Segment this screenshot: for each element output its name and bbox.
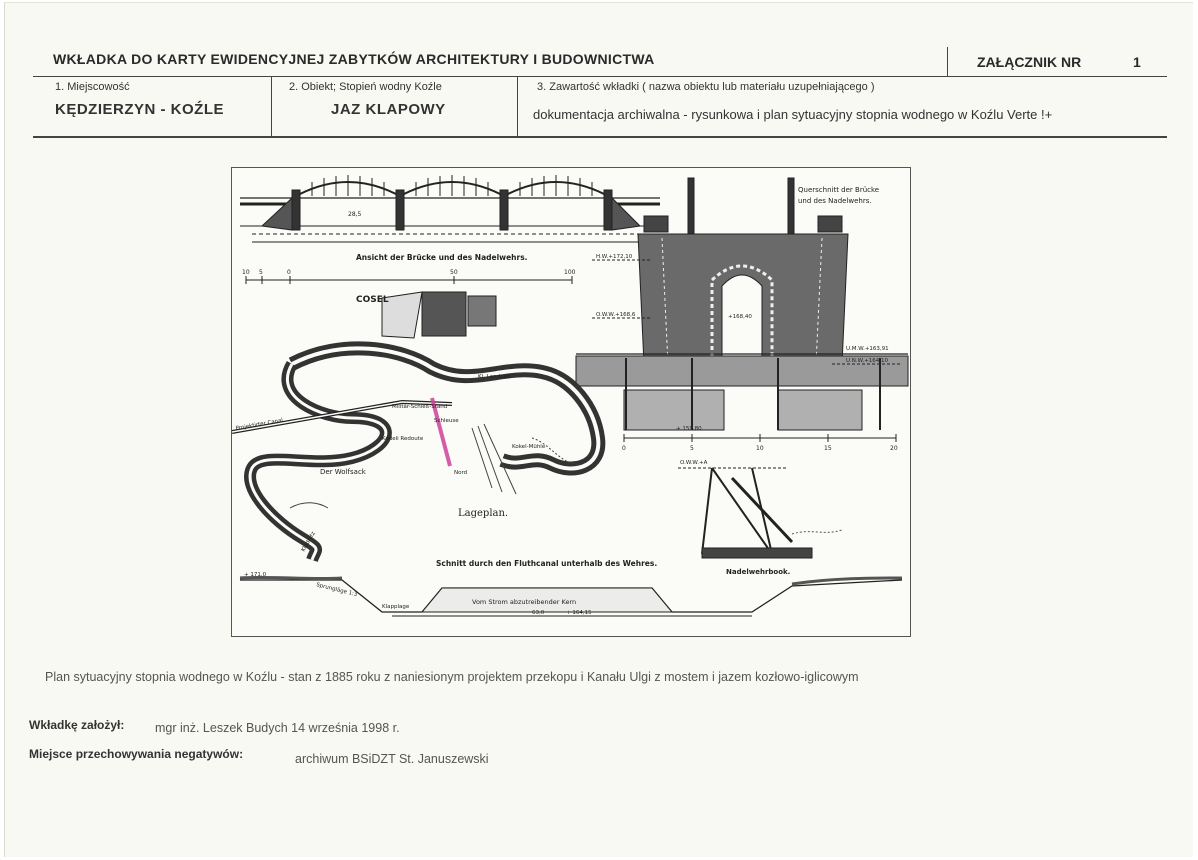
map-label: Der Wolfsack: [320, 468, 366, 476]
divider: [33, 136, 1167, 138]
span-label: 28,5: [348, 211, 362, 218]
cross-section-title: Querschnitt der Brücke: [798, 186, 880, 194]
plan-caption: Lageplan.: [458, 508, 509, 519]
cross-section-title: und des Nadelwehrs.: [798, 197, 872, 205]
map-town-label: COSEL: [356, 295, 389, 305]
scale-tick: 5: [259, 269, 263, 276]
scale-tick: 0: [287, 269, 291, 276]
archival-drawing: [231, 167, 911, 637]
scale-tick: 100: [564, 269, 576, 276]
locality-value: KĘDZIERZYN - KOŹLE: [55, 101, 224, 118]
map-label: Projektirter Canal: [235, 417, 284, 432]
storage-value: archiwum BSiDZT St. Januszewski: [295, 752, 489, 766]
scale-tick: 5: [690, 445, 694, 452]
scale-tick: 50: [450, 269, 458, 276]
figure-caption: Plan sytuacyjny stopnia wodnego w Koźlu - stan z 1885 roku z naniesionym projektem przekopu i Kanału Ulgi z mostem i jazem kozłowo-iglicowym: [45, 670, 859, 684]
map-label: Kodeli Redoute: [382, 436, 424, 442]
document-sheet: [4, 2, 1193, 857]
document-title: WKŁADKA DO KARTY EWIDENCYJNEJ ZABYTKÓW ARCHITEKTURY I BUDOWNICTWA: [53, 51, 655, 67]
map-label: Kokel-Mühle: [512, 444, 546, 450]
scale-tick: 10: [242, 269, 250, 276]
object-label: 2. Obiekt; Stopień wodny Koźle: [289, 81, 442, 93]
map-label: Militär-Schieß-Stand: [392, 404, 448, 410]
needle-weir-trestle: [678, 468, 842, 558]
level-label: U.N.W.+164,10: [846, 358, 889, 364]
map-label: Klodnitz: [300, 530, 317, 553]
level-label: U.M.W.+163,91: [846, 346, 889, 352]
map-label: Schleuse: [434, 418, 459, 424]
storage-label: Miejsce przechowywania negatywów:: [29, 747, 244, 761]
map-label: Kl. Landpaß: [478, 374, 511, 380]
founder-value: mgr inż. Leszek Budych 14 września 1998 r.: [155, 721, 400, 735]
level-label: H.W.+172,10: [596, 254, 633, 260]
founder-label: Wkładkę założył:: [29, 718, 125, 732]
canal-level-label: 63,0: [532, 610, 545, 616]
level-label: O.W.W.+A: [680, 460, 708, 466]
object-value: JAZ KLAPOWY: [331, 101, 446, 118]
divider: [33, 76, 1167, 77]
level-label: + 159,80: [676, 426, 702, 432]
divider: [947, 47, 948, 77]
canal-level-label: + 164,15: [566, 610, 592, 616]
content-value: dokumentacja archiwalna - rysunkowa i plan sytuacyjny stopnia wodnego w Koźlu Verte !+: [533, 107, 1053, 122]
divider: [271, 76, 272, 136]
needle-caption: Nadelwehrbook.: [726, 568, 791, 576]
bridge-caption: Ansicht der Brücke und des Nadelwehrs.: [356, 253, 528, 262]
scale-tick: 20: [890, 445, 898, 452]
divider: [517, 76, 518, 136]
canal-core-label: Vom Strom abzutreibender Kern: [472, 598, 577, 606]
scale-tick: 10: [756, 445, 764, 452]
site-plan-map: [232, 292, 598, 560]
content-label: 3. Zawartość wkładki ( nazwa obiektu lub materiału uzupełniającego ): [537, 81, 875, 93]
locality-label: 1. Miejscowość: [55, 81, 130, 93]
canal-level-label: Klapplage: [382, 604, 410, 610]
annex-label: ZAŁĄCZNIK NR: [977, 54, 1082, 70]
canal-caption: Schnitt durch den Fluthcanal unterhalb des Wehres.: [436, 559, 658, 568]
scale-tick: 15: [824, 445, 832, 452]
scale-tick: 0: [622, 445, 626, 452]
annex-number: 1: [1133, 54, 1141, 70]
canal-level-label: + 171,0: [244, 572, 267, 578]
bridge-elevation: [240, 175, 660, 242]
level-label: +168,40: [728, 314, 752, 320]
drawing-svg: [232, 168, 910, 636]
scale-bar-left: [246, 276, 572, 284]
level-label: O.W.W.+168,6: [596, 312, 636, 318]
map-label: Nord: [454, 470, 468, 476]
canal-slope-label: Sprungläge 1:3: [315, 582, 358, 599]
